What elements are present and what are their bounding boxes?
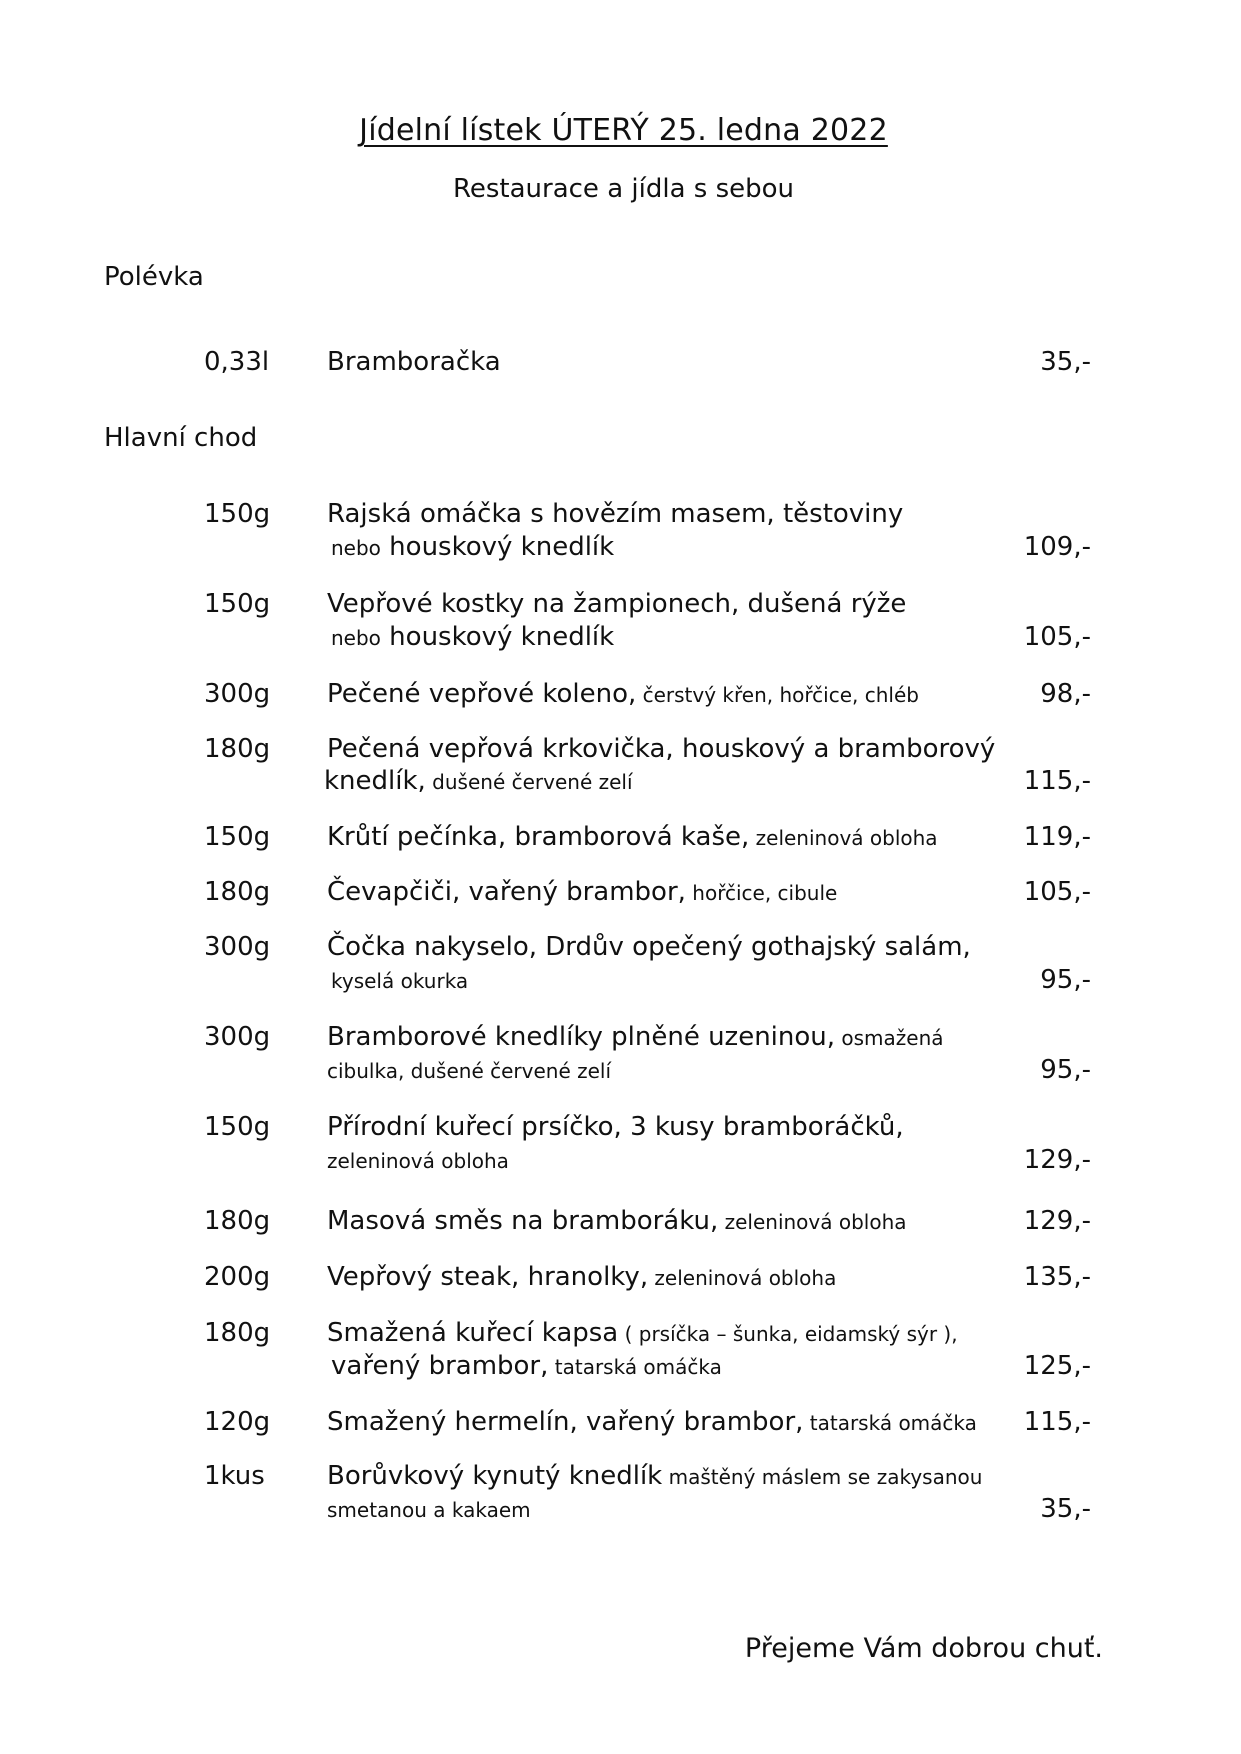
item-description-line [327, 877, 837, 907]
item-side-text: zeleninová obloha [648, 1266, 837, 1290]
item-name-text: Bramborové knedlíky plněné uzeninou, [327, 1022, 836, 1052]
item-portion: 150g [204, 1112, 271, 1142]
item-name-text: Borůvkový kynutý knedlík [327, 1461, 663, 1491]
item-name-text: vařený brambor, [331, 1351, 549, 1381]
item-portion: 150g [204, 822, 271, 852]
item-portion: 120g [204, 1407, 271, 1437]
item-side-text: zeleninová obloha [718, 1210, 907, 1234]
item-side-text: ( prsíčka – šunka, eidamský sýr ), [618, 1322, 958, 1346]
item-price: 109,- [1023, 532, 1091, 562]
item-description-line [331, 965, 468, 995]
item-price: 35,- [1040, 1494, 1091, 1524]
item-price: 95,- [1040, 1055, 1091, 1085]
item-description-line [327, 1318, 958, 1348]
item-portion: 150g [204, 589, 271, 619]
item-name-text: Pečená vepřová krkovička, houskový a bramborový [327, 734, 996, 764]
item-side-text: dušené červené zelí [425, 770, 633, 794]
item-side-text: tatarská omáčka [548, 1355, 722, 1379]
item-name-text: Rajská omáčka s hovězím masem, těstoviny [327, 499, 904, 529]
item-price: 35,- [1040, 347, 1091, 377]
item-name-text: Smažená kuřecí kapsa [327, 1318, 619, 1348]
item-description-line [331, 532, 614, 562]
item-name-text: Vepřový steak, hranolky, [327, 1262, 649, 1292]
item-price: 105,- [1023, 622, 1091, 652]
item-description-line [327, 1055, 611, 1085]
item-portion: 300g [204, 1022, 271, 1052]
item-name-text: Krůtí pečínka, bramborová kaše, [327, 822, 750, 852]
item-price: 119,- [1023, 822, 1091, 852]
item-portion: 300g [204, 679, 271, 709]
item-portion: 150g [204, 499, 271, 529]
item-description-line [327, 1461, 982, 1491]
item-description-line [324, 766, 633, 796]
item-portion: 1kus [204, 1461, 265, 1491]
item-price: 98,- [1040, 679, 1091, 709]
item-name-text: knedlík, [324, 766, 426, 796]
section-heading: Polévka [104, 262, 204, 292]
item-name-text: houskový knedlík [380, 622, 615, 652]
item-description-line [327, 932, 971, 962]
item-name-text: Pečené vepřové koleno, [327, 679, 637, 709]
item-name-text: Smažený hermelín, vařený brambor, [327, 1407, 804, 1437]
item-connector-text: nebo [331, 626, 381, 650]
item-description-line [327, 1145, 509, 1175]
item-description-line [327, 1022, 944, 1052]
item-description-line [331, 1351, 722, 1381]
item-side-text: tatarská omáčka [803, 1411, 977, 1435]
item-portion: 200g [204, 1262, 271, 1292]
item-name-text: Bramboračka [327, 347, 501, 377]
item-name-text: Masová směs na bramboráku, [327, 1206, 719, 1236]
item-description-line [327, 1206, 907, 1236]
item-side-text: zeleninová obloha [327, 1149, 509, 1173]
item-price: 129,- [1023, 1145, 1091, 1175]
item-description-line [327, 1262, 836, 1292]
item-price: 125,- [1023, 1351, 1091, 1381]
item-side-text: kyselá okurka [331, 969, 469, 993]
item-portion: 300g [204, 932, 271, 962]
item-portion: 0,33l [204, 347, 270, 377]
item-connector-text: nebo [331, 536, 381, 560]
item-description-line [331, 622, 614, 652]
item-portion: 180g [204, 877, 271, 907]
item-price: 115,- [1023, 766, 1091, 796]
item-description-line [327, 499, 903, 529]
item-side-text: zeleninová obloha [749, 826, 938, 850]
item-price: 115,- [1023, 1407, 1091, 1437]
item-description-line [327, 822, 938, 852]
closing-greeting: Přejeme Vám dobrou chuť. [744, 1633, 1103, 1664]
item-side-text: čerstvý křen, hořčice, chléb [636, 683, 919, 707]
item-side-text: smetanou a kakaem [327, 1498, 531, 1522]
item-description-line [327, 347, 501, 377]
item-price: 135,- [1023, 1262, 1091, 1292]
item-description-line [327, 1494, 531, 1524]
item-name-text: Čočka nakyselo, Drdův opečený gothajský salám, [327, 932, 971, 962]
item-name-text: Čevapčiči, vařený brambor, [327, 877, 686, 907]
menu-title: Jídelní lístek ÚTERÝ 25. ledna 2022 [359, 113, 888, 148]
item-price: 105,- [1023, 877, 1091, 907]
item-portion: 180g [204, 1318, 271, 1348]
item-name-text: Vepřové kostky na žampionech, dušená rýže [327, 589, 907, 619]
item-price: 129,- [1023, 1206, 1091, 1236]
item-description-line [327, 734, 995, 764]
item-side-text: maštěný máslem se zakysanou [662, 1465, 983, 1489]
item-name-text: Přírodní kuřecí prsíčko, 3 kusy bramboráčků, [327, 1112, 904, 1142]
item-portion: 180g [204, 734, 271, 764]
item-price: 95,- [1040, 965, 1091, 995]
item-description-line [327, 1407, 977, 1437]
item-side-text: osmažená [835, 1026, 944, 1050]
item-portion: 180g [204, 1206, 271, 1236]
item-description-line [327, 679, 919, 709]
item-side-text: cibulka, dušené červené zelí [327, 1059, 612, 1083]
item-name-text: houskový knedlík [380, 532, 615, 562]
menu-subtitle: Restaurace a jídla s sebou [452, 174, 795, 204]
item-description-line [327, 589, 906, 619]
item-side-text: hořčice, cibule [685, 881, 838, 905]
section-heading: Hlavní chod [104, 423, 258, 453]
item-description-line [327, 1112, 904, 1142]
